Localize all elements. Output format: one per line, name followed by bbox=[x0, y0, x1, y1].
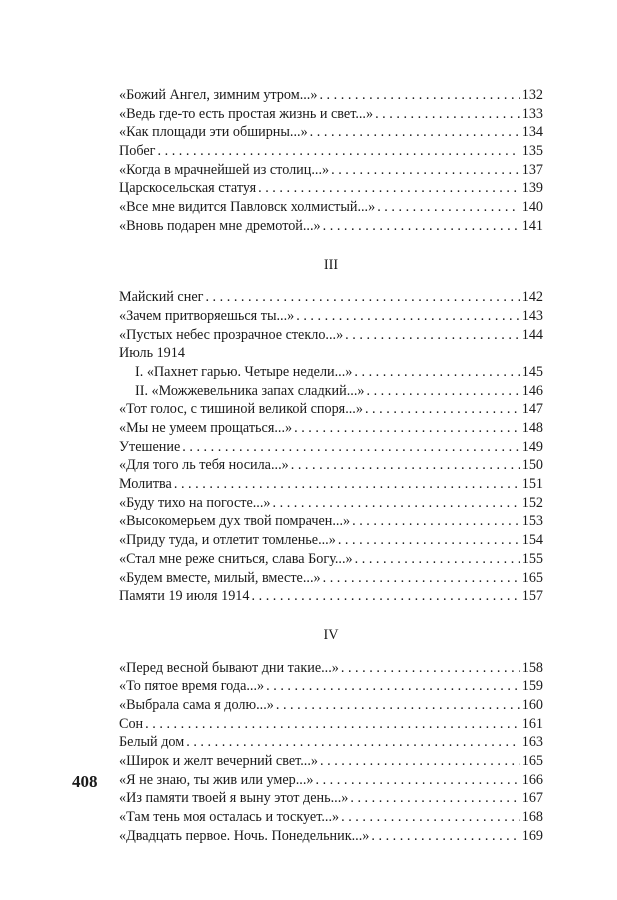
dot-leader bbox=[377, 198, 520, 217]
toc-entry-title: «Пустых небес прозрачное стекло...» bbox=[119, 326, 344, 343]
toc-entry-title: «То пятое время года...» bbox=[119, 678, 265, 695]
dot-leader bbox=[258, 179, 520, 198]
heading-spacer bbox=[119, 274, 543, 288]
dot-leader bbox=[338, 531, 520, 550]
toc-entry[interactable] bbox=[119, 382, 543, 401]
dot-leader bbox=[371, 827, 519, 846]
toc-entry-title: «Из памяти твоей я выну этот день...» bbox=[119, 790, 349, 807]
toc-entry[interactable] bbox=[119, 438, 543, 457]
toc-entry[interactable] bbox=[119, 217, 543, 236]
toc-entry-page: 146 bbox=[521, 382, 543, 399]
toc-entry-page: 147 bbox=[521, 401, 543, 418]
dot-leader bbox=[291, 456, 520, 475]
dot-leader bbox=[375, 105, 520, 124]
toc-entry[interactable] bbox=[119, 400, 543, 419]
dot-leader bbox=[341, 808, 520, 827]
toc-entry-page: 149 bbox=[521, 438, 543, 455]
toc-entry[interactable] bbox=[119, 587, 543, 606]
dot-leader bbox=[145, 715, 520, 734]
toc-entry[interactable] bbox=[119, 475, 543, 494]
dot-leader bbox=[320, 752, 520, 771]
toc-entry[interactable] bbox=[119, 105, 543, 124]
toc-entry-page: 140 bbox=[521, 199, 543, 216]
toc-entry[interactable] bbox=[119, 86, 543, 105]
toc-entry-title: «Зачем притворяешься ты...» bbox=[119, 307, 295, 324]
toc-entry[interactable] bbox=[119, 512, 543, 531]
toc-entry-page: 148 bbox=[521, 420, 543, 436]
toc-entry[interactable] bbox=[119, 771, 543, 790]
toc-entry-title: «Высокомерьем дух твой помрачен...» bbox=[119, 513, 351, 530]
toc-entry-title: «Широк и желт вечерний свет...» bbox=[119, 753, 318, 769]
toc-entry[interactable] bbox=[119, 288, 543, 307]
toc-entry-page: 144 bbox=[521, 326, 543, 343]
toc-entry-page: 133 bbox=[521, 105, 543, 122]
toc-entry[interactable] bbox=[119, 789, 543, 808]
dot-leader bbox=[266, 677, 520, 696]
toc-entry-page: 157 bbox=[521, 588, 543, 605]
toc-entry-title: «Там тень моя осталась и тоскует...» bbox=[119, 809, 340, 826]
toc-entry-title: «Вновь подарен мне дремотой...» bbox=[119, 217, 321, 234]
toc-entry-title: «Будем вместе, милый, вместе...» bbox=[119, 569, 321, 586]
toc-entry-page: 166 bbox=[521, 771, 543, 788]
toc-entry-title: Утешение bbox=[119, 438, 181, 455]
toc-entry-page: 139 bbox=[521, 180, 543, 197]
dot-leader bbox=[323, 217, 520, 236]
dot-leader bbox=[158, 142, 520, 161]
toc-entry-title: «Буду тихо на погосте...» bbox=[119, 494, 271, 511]
dot-leader bbox=[296, 307, 520, 326]
dot-leader bbox=[310, 123, 520, 142]
dot-leader bbox=[294, 419, 520, 438]
toc-entry-page: 142 bbox=[521, 289, 543, 306]
toc-entry[interactable] bbox=[119, 659, 543, 678]
toc-entry-title: «Выбрала сама я долю...» bbox=[119, 696, 274, 713]
toc-entry[interactable] bbox=[119, 808, 543, 827]
dot-leader bbox=[174, 475, 520, 494]
toc-entry[interactable] bbox=[119, 326, 543, 345]
toc-entry[interactable] bbox=[119, 569, 543, 588]
toc-entry-title: «Когда в мрачнейшей из столиц...» bbox=[119, 161, 330, 178]
dot-leader bbox=[315, 771, 519, 790]
section-spacer bbox=[119, 236, 543, 256]
toc-entry-page: 165 bbox=[521, 753, 543, 769]
section-spacer bbox=[119, 606, 543, 626]
dot-leader bbox=[319, 86, 519, 105]
toc-entry-title: I. «Пахнет гарью. Четыре недели...» bbox=[135, 363, 353, 380]
toc-entry[interactable] bbox=[119, 142, 543, 161]
dot-leader bbox=[350, 789, 519, 808]
toc-entry-page: 134 bbox=[521, 124, 543, 141]
toc-entry-title: «Все мне видится Павловск холмистый...» bbox=[119, 199, 376, 216]
toc-entry-page: 154 bbox=[521, 532, 543, 549]
toc-entry-page: 135 bbox=[521, 143, 543, 160]
toc-entry[interactable] bbox=[119, 531, 543, 550]
toc-entry-page: 161 bbox=[521, 715, 543, 732]
toc-entry-page: 132 bbox=[521, 87, 543, 103]
toc-entry[interactable] bbox=[119, 494, 543, 513]
dot-leader bbox=[331, 161, 520, 180]
toc-entry[interactable] bbox=[119, 456, 543, 475]
toc-entry-title: Сон bbox=[119, 715, 144, 732]
toc-entry[interactable] bbox=[119, 827, 543, 846]
heading-spacer bbox=[119, 645, 543, 659]
toc-entry-title: «Ведь где-то есть простая жизнь и свет...» bbox=[119, 105, 374, 122]
dot-leader bbox=[365, 400, 520, 419]
toc-entry-page: 167 bbox=[521, 790, 543, 807]
toc-entry-title: «Божий Ангел, зимним утром...» bbox=[119, 87, 318, 103]
toc-entry-title: Июль 1914 bbox=[119, 345, 185, 362]
toc-entry-page: 155 bbox=[521, 550, 543, 567]
dot-leader bbox=[182, 438, 519, 457]
toc-entry-page: 159 bbox=[521, 678, 543, 695]
dot-leader bbox=[323, 569, 520, 588]
toc-entry[interactable] bbox=[119, 307, 543, 326]
toc-entry[interactable] bbox=[119, 550, 543, 569]
toc-entry-title: «Приду туда, и отлетит томленье...» bbox=[119, 532, 336, 549]
toc-entry-page: 169 bbox=[521, 827, 543, 844]
dot-leader bbox=[273, 494, 520, 513]
toc-entry-page: 158 bbox=[521, 659, 543, 676]
toc-entry-page: 163 bbox=[521, 734, 543, 751]
dot-leader bbox=[276, 696, 520, 715]
toc-entry-title: Майский снег bbox=[119, 289, 204, 306]
toc-entry[interactable] bbox=[119, 344, 543, 363]
table-of-contents bbox=[119, 86, 543, 845]
toc-entry-page: 168 bbox=[521, 809, 543, 826]
toc-entry[interactable] bbox=[119, 123, 543, 142]
toc-entry-title: «Мы не умеем прощаться...» bbox=[119, 420, 293, 436]
dot-leader bbox=[355, 550, 520, 569]
dot-leader bbox=[252, 587, 520, 606]
dot-leader bbox=[186, 733, 520, 752]
toc-entry-title: Молитва bbox=[119, 476, 172, 493]
dot-leader bbox=[366, 382, 519, 401]
dot-leader bbox=[345, 326, 520, 345]
toc-entry-page: 143 bbox=[521, 307, 543, 324]
toc-entry-page: 145 bbox=[521, 363, 543, 380]
toc-entry-page: 141 bbox=[521, 217, 543, 234]
toc-entry-title: Побег bbox=[119, 143, 156, 160]
toc-entry-page: 153 bbox=[521, 513, 543, 530]
toc-entry-page: 152 bbox=[521, 494, 543, 511]
toc-entry-title: «Я не знаю, ты жив или умер...» bbox=[119, 771, 314, 788]
toc-entry-title: «Как площади эти обширны...» bbox=[119, 124, 308, 141]
toc-entry-page: 137 bbox=[521, 161, 543, 178]
toc-entry-title: «Двадцать первое. Ночь. Понедельник...» bbox=[119, 827, 370, 844]
toc-entry-page: 160 bbox=[521, 696, 543, 713]
toc-entry-page: 151 bbox=[521, 476, 543, 493]
toc-entry-title: II. «Можжевельника запах сладкий...» bbox=[135, 382, 365, 399]
toc-entry-title: Белый дом bbox=[119, 734, 185, 751]
section-heading: IV bbox=[323, 626, 339, 643]
toc-entry-title: Царскосельская статуя bbox=[119, 180, 257, 197]
toc-entry-page: 165 bbox=[521, 569, 543, 586]
toc-entry[interactable] bbox=[119, 179, 543, 198]
section-heading: III bbox=[323, 256, 339, 273]
toc-entry[interactable] bbox=[119, 198, 543, 217]
toc-entry-title: Памяти 19 июля 1914 bbox=[119, 588, 250, 605]
toc-entry[interactable] bbox=[119, 677, 543, 696]
toc-entry[interactable] bbox=[119, 363, 543, 382]
toc-entry[interactable] bbox=[119, 715, 543, 734]
dot-leader bbox=[205, 288, 519, 307]
toc-entry-page: 150 bbox=[521, 457, 543, 474]
toc-entry[interactable] bbox=[119, 161, 543, 180]
page-number: 408 bbox=[72, 772, 98, 791]
dot-leader bbox=[354, 363, 519, 382]
toc-entry[interactable] bbox=[119, 696, 543, 715]
toc-entry-title: «Для того ль тебя носила...» bbox=[119, 457, 289, 474]
dot-leader bbox=[341, 659, 520, 678]
toc-entry-title: «Тот голос, с тишиной великой споря...» bbox=[119, 401, 363, 418]
dot-leader bbox=[352, 512, 520, 531]
toc-entry-title: «Перед весной бывают дни такие...» bbox=[119, 659, 339, 676]
toc-entry[interactable] bbox=[119, 733, 543, 752]
toc-entry[interactable] bbox=[119, 752, 543, 771]
toc-entry[interactable] bbox=[119, 419, 543, 438]
toc-entry-title: «Стал мне реже сниться, слава Богу...» bbox=[119, 550, 353, 567]
